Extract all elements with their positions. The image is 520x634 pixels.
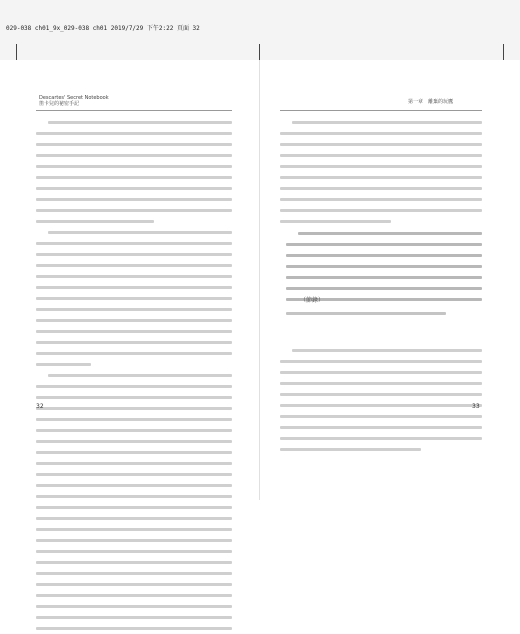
text-line (36, 194, 232, 205)
text-line (36, 458, 232, 469)
text-line (280, 444, 482, 455)
text-line (36, 337, 232, 348)
text-line-bar (280, 132, 482, 135)
text-line (280, 205, 482, 216)
text-line (36, 304, 232, 315)
text-line-bar (280, 371, 482, 374)
text-line-bar (36, 407, 232, 410)
text-line (286, 261, 482, 272)
right-folio: 33 (472, 403, 480, 410)
text-line (36, 546, 232, 557)
text-line (36, 315, 232, 326)
text-line (36, 535, 232, 546)
text-line (36, 238, 232, 249)
page-gutter (259, 60, 260, 500)
text-line-bar (36, 550, 232, 553)
text-line-bar (36, 154, 232, 157)
right-body-text-top (280, 117, 482, 227)
text-line (36, 227, 232, 238)
text-line-bar (36, 187, 232, 190)
running-head-chinese: 笛卡兒的祕密手記 (39, 101, 80, 107)
text-line-bar (36, 572, 232, 575)
text-line (36, 623, 232, 634)
text-line-bar (36, 132, 232, 135)
text-line-bar (286, 287, 482, 290)
left-head-rule (36, 110, 232, 111)
text-line-bar (286, 265, 482, 268)
text-line-bar (36, 286, 232, 289)
text-line-bar (36, 583, 232, 586)
text-line (36, 348, 232, 359)
text-line (36, 282, 232, 293)
text-line (280, 400, 482, 411)
text-line (36, 172, 232, 183)
text-line-bar (36, 253, 232, 256)
text-line-bar (36, 396, 232, 399)
text-line (36, 117, 232, 128)
text-line-bar (292, 349, 482, 352)
text-line (36, 128, 232, 139)
text-line-bar (36, 462, 232, 465)
text-line (36, 392, 232, 403)
text-line-bar (280, 426, 482, 429)
text-line (286, 272, 482, 283)
left-running-head (39, 95, 109, 107)
text-line (280, 183, 482, 194)
text-line (36, 370, 232, 381)
crop-mark (16, 44, 17, 60)
text-line (36, 436, 232, 447)
text-line-bar (48, 231, 232, 234)
text-line-bar (36, 418, 232, 421)
text-line-bar (36, 341, 232, 344)
text-line-bar (36, 308, 232, 311)
text-line (280, 367, 482, 378)
text-line (280, 378, 482, 389)
text-line-bar (36, 209, 232, 212)
text-line (36, 568, 232, 579)
text-line-bar (286, 276, 482, 279)
text-line (36, 271, 232, 282)
text-line-bar (280, 176, 482, 179)
text-line-bar (36, 605, 232, 608)
text-line-bar (286, 254, 482, 257)
text-line-bar (36, 275, 232, 278)
text-line (36, 524, 232, 535)
text-line-bar (280, 198, 482, 201)
text-line (286, 308, 446, 319)
text-line-bar (36, 484, 232, 487)
text-line-bar (280, 437, 482, 440)
left-body-text (36, 117, 232, 634)
text-line (36, 590, 232, 601)
text-line (36, 326, 232, 337)
text-line (36, 150, 232, 161)
text-line (36, 216, 232, 227)
text-line (36, 161, 232, 172)
text-line (280, 172, 482, 183)
text-line (36, 425, 232, 436)
text-line (286, 239, 482, 250)
text-line (36, 293, 232, 304)
text-line (36, 260, 232, 271)
text-line-bar (36, 352, 232, 355)
text-line-bar (286, 243, 482, 246)
text-line-bar (280, 187, 482, 190)
text-line (36, 469, 232, 480)
text-line (36, 139, 232, 150)
text-line-bar (36, 165, 232, 168)
right-running-head: 第一章 離棄的玩鷹 (408, 99, 454, 105)
text-line (36, 491, 232, 502)
text-line-bar (280, 165, 482, 168)
text-line-bar (36, 242, 232, 245)
text-line (280, 117, 482, 128)
text-line (36, 447, 232, 458)
text-line-bar (36, 143, 232, 146)
text-line-bar (286, 312, 446, 315)
text-line-bar (36, 429, 232, 432)
text-line (280, 345, 482, 356)
print-slug-line: 029-038 ch01_9x_029-038 ch01 2019/7/29 下午2:22 頁面 32 (6, 25, 200, 32)
text-line (280, 389, 482, 400)
text-line-bar (36, 319, 232, 322)
text-line-bar (280, 209, 482, 212)
text-line-bar (36, 176, 232, 179)
text-line (36, 403, 232, 414)
text-line-bar (36, 198, 232, 201)
text-line-bar (36, 627, 232, 630)
text-line-bar (36, 528, 232, 531)
text-line (36, 183, 232, 194)
text-line (280, 411, 482, 422)
text-line (280, 216, 482, 227)
text-line-bar (280, 154, 482, 157)
right-head-rule (280, 110, 482, 111)
text-line-bar (36, 363, 91, 366)
text-line-bar (48, 374, 232, 377)
text-line (36, 502, 232, 513)
crop-mark (259, 44, 260, 60)
text-line-bar (280, 360, 482, 363)
text-line (36, 612, 232, 623)
text-line-bar (292, 121, 482, 124)
text-line-bar (36, 539, 232, 542)
text-line (286, 283, 482, 294)
text-line-bar (280, 382, 482, 385)
text-line-bar (36, 594, 232, 597)
text-line (36, 480, 232, 491)
text-line-bar (280, 448, 421, 451)
text-line-bar (280, 393, 482, 396)
text-line (36, 205, 232, 216)
block-quote (286, 228, 482, 305)
text-line (280, 433, 482, 444)
text-line-bar (36, 264, 232, 267)
text-line (36, 414, 232, 425)
running-head-english: Descartes' Secret Notebook (39, 95, 109, 101)
text-line-bar (36, 330, 232, 333)
text-line (36, 579, 232, 590)
text-line-bar (36, 561, 232, 564)
crop-mark (503, 44, 504, 60)
text-line-bar (280, 415, 482, 418)
text-line-bar (36, 385, 232, 388)
text-line-bar (36, 297, 232, 300)
text-line-bar (48, 121, 232, 124)
text-line (280, 128, 482, 139)
text-line (36, 381, 232, 392)
text-line (286, 228, 482, 239)
text-line-bar (36, 473, 232, 476)
text-line (280, 161, 482, 172)
text-line (280, 422, 482, 433)
text-line-bar (280, 143, 482, 146)
text-line-bar (280, 220, 391, 223)
text-line (280, 139, 482, 150)
text-line-bar (36, 451, 232, 454)
text-line (36, 359, 232, 370)
text-line (280, 356, 482, 367)
text-line (36, 601, 232, 612)
text-line (36, 557, 232, 568)
text-line (36, 513, 232, 524)
text-line (36, 249, 232, 260)
text-line-bar (36, 506, 232, 509)
text-line-bar (36, 440, 232, 443)
text-line (280, 194, 482, 205)
text-line-bar (36, 495, 232, 498)
text-line (280, 150, 482, 161)
text-line-bar (298, 232, 482, 235)
text-line-bar (36, 616, 232, 619)
right-body-text-bottom (280, 345, 482, 455)
excerpt-note (286, 308, 446, 319)
excerpt-note-label: （節錄） (300, 297, 325, 304)
text-line-bar (280, 404, 482, 407)
text-line (286, 250, 482, 261)
text-line-bar (36, 220, 154, 223)
left-folio: 32 (36, 403, 44, 410)
text-line-bar (36, 517, 232, 520)
